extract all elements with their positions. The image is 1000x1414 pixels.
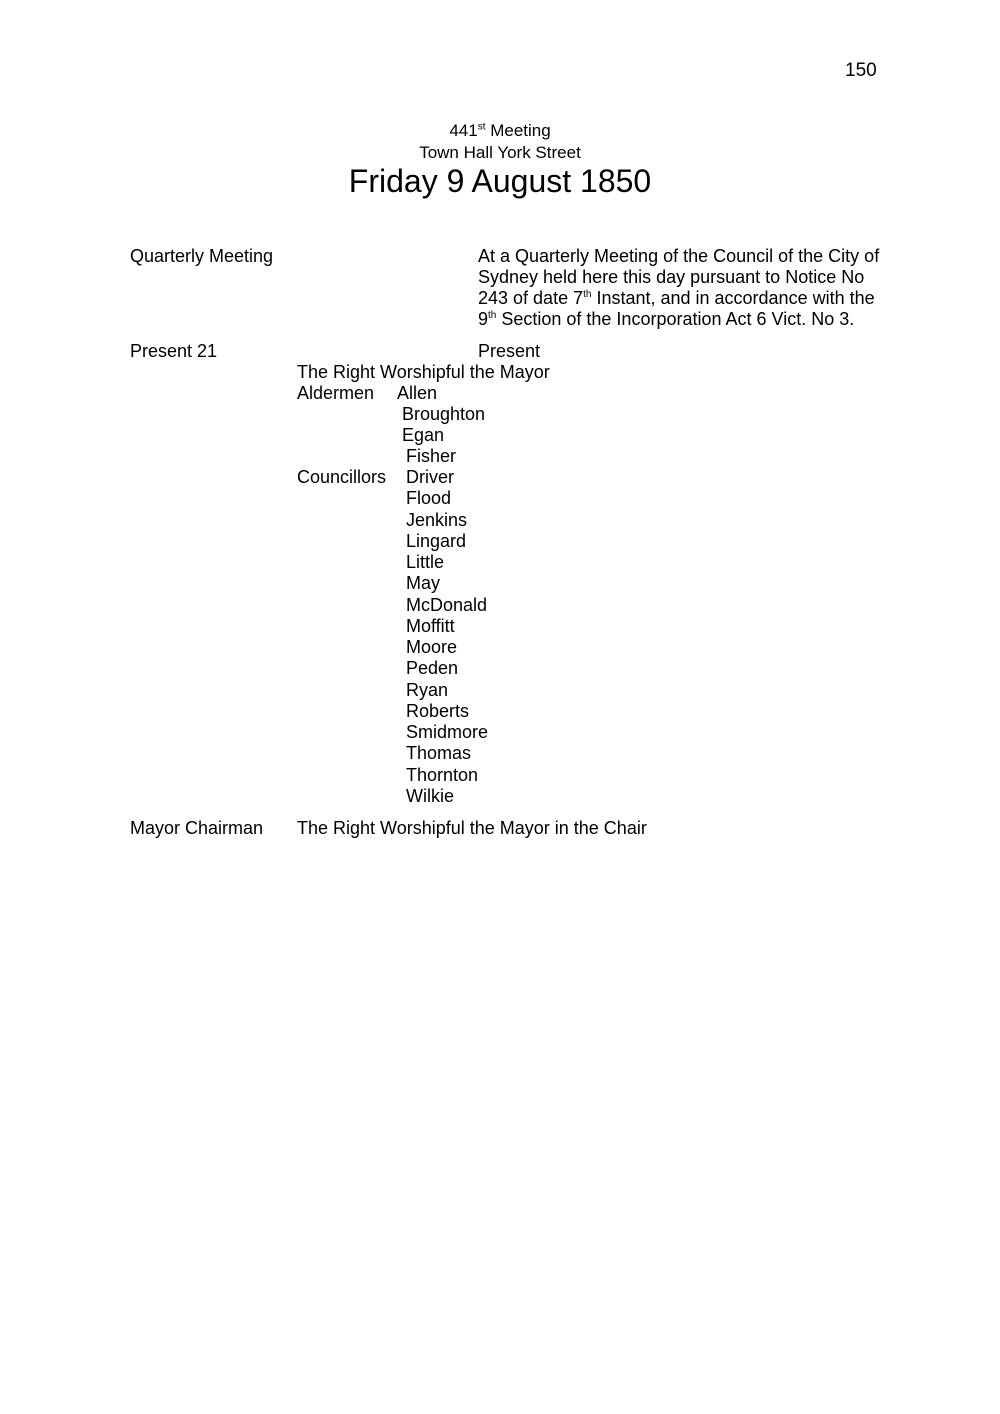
notice-line-3-sup: th bbox=[583, 289, 592, 300]
councillor-name: Peden bbox=[406, 658, 459, 679]
present-heading: Present bbox=[478, 341, 541, 361]
meeting-number-suffix: st bbox=[477, 121, 486, 133]
alderman-name: Fisher bbox=[406, 446, 457, 466]
venue: Town Hall York Street bbox=[419, 143, 581, 162]
councillor-name: McDonald bbox=[406, 594, 488, 615]
mayor-line: The Right Worshipful the Mayor bbox=[297, 362, 550, 382]
notice-line-2: Sydney held here this day pursuant to Notice No bbox=[478, 267, 865, 287]
councillor-name: Driver bbox=[406, 467, 454, 487]
councillor-name: Wilkie bbox=[406, 785, 454, 806]
councillor-name: Roberts bbox=[406, 700, 470, 721]
chair-text: The Right Worshipful the Mayor in the Chair bbox=[297, 818, 647, 838]
alderman-name: Broughton bbox=[402, 404, 486, 424]
page-number: 150 bbox=[845, 60, 877, 81]
councillor-name: Ryan bbox=[406, 679, 449, 700]
notice-line-4-sup: th bbox=[488, 310, 497, 321]
councillor-name: May bbox=[406, 573, 441, 594]
councillor-name: Jenkins bbox=[406, 509, 468, 530]
councillor-name: Flood bbox=[406, 488, 452, 509]
margin-label-present: Present 21 bbox=[130, 341, 218, 361]
notice-line-1: At a Quarterly Meeting of the Council of the City of bbox=[478, 246, 880, 266]
councillor-name: Moffitt bbox=[406, 615, 455, 636]
margin-label-chair: Mayor Chairman bbox=[130, 818, 264, 838]
page-title: Friday 9 August 1850 bbox=[348, 163, 652, 199]
notice-paragraph bbox=[478, 246, 898, 330]
notice-line-4-b: Section of the Incorporation Act 6 Vict. No 3. bbox=[496, 309, 855, 329]
alderman-name: Allen bbox=[397, 383, 438, 403]
councillors-list bbox=[406, 467, 488, 807]
aldermen-label: Aldermen bbox=[297, 383, 375, 403]
meeting-number-value: 441 bbox=[449, 121, 478, 140]
alderman-name: Egan bbox=[402, 425, 445, 445]
councillor-name: Thomas bbox=[406, 743, 472, 764]
notice-line-3-a: 243 of date 7 bbox=[478, 288, 584, 308]
notice-line-3 bbox=[478, 288, 898, 309]
councillor-name: Lingard bbox=[406, 530, 467, 551]
notice-line-4-a: 9 bbox=[478, 309, 489, 329]
meeting-number bbox=[0, 121, 1000, 141]
notice-line-3-b: Instant, and in accordance with the bbox=[591, 288, 875, 308]
notice-line-4 bbox=[478, 309, 898, 330]
meeting-word: Meeting bbox=[490, 121, 551, 140]
councillor-name: Little bbox=[406, 552, 445, 572]
councillor-name: Thornton bbox=[406, 764, 479, 785]
margin-label-quarterly: Quarterly Meeting bbox=[130, 246, 274, 266]
councillors-label: Councillors bbox=[297, 467, 387, 487]
councillor-name: Smidmore bbox=[406, 722, 489, 742]
councillor-name: Moore bbox=[406, 637, 458, 657]
